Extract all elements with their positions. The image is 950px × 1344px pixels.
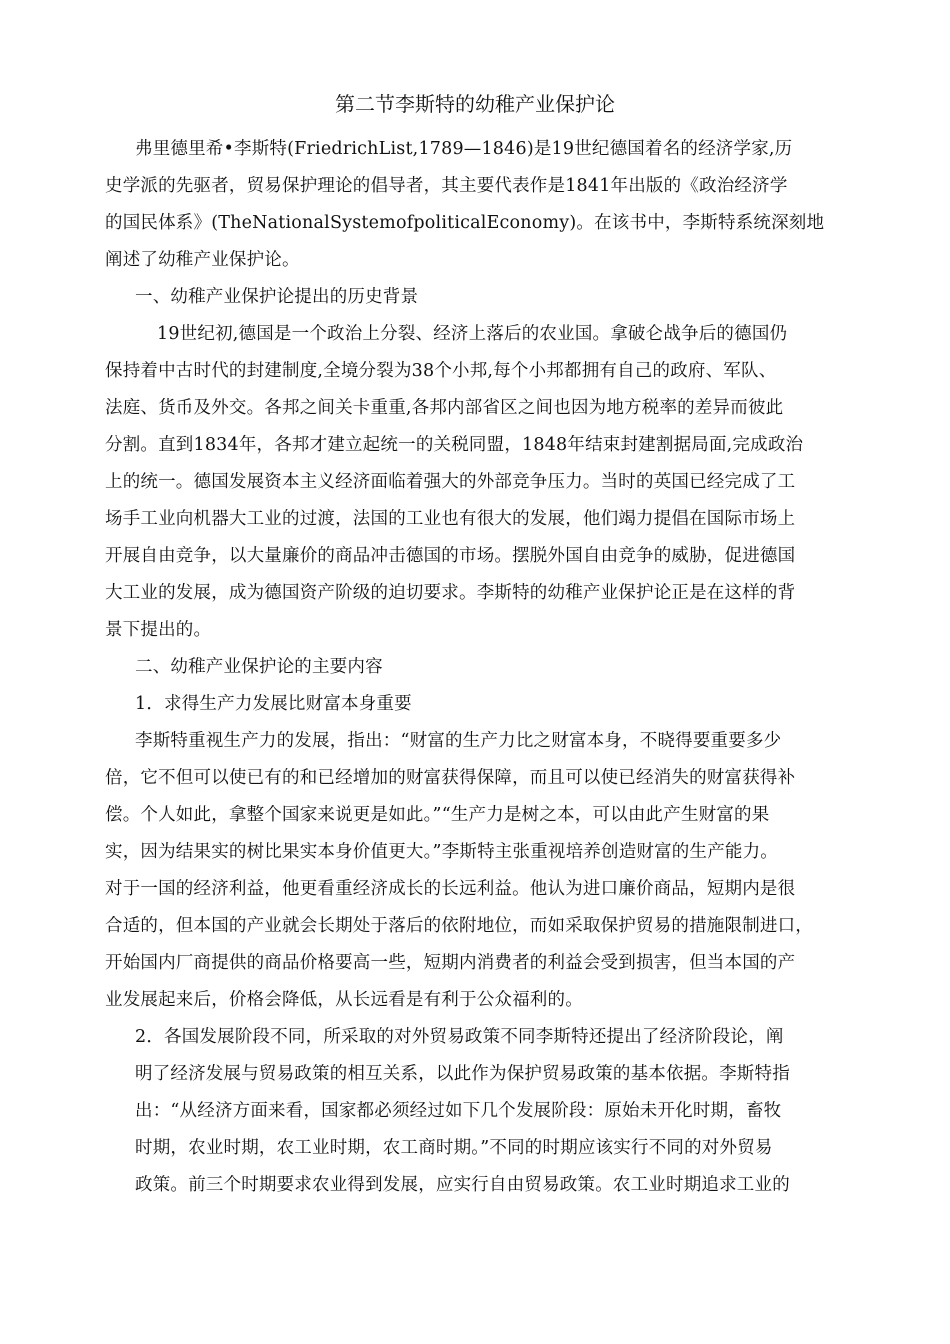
text-line: 李斯特重视生产力的发展，指出：“财富的生产力比之财富本身，不晓得要重要多少: [135, 731, 782, 751]
text-line: 开展自由竞争，以大量廉价的商品冲击德国的市场。摆脱外国自由竞争的威胁，促进德国: [105, 546, 796, 566]
subsection-heading: 1．求得生产力发展比财富本身重要: [135, 694, 412, 714]
subsection-heading: 2．各国发展阶段不同，所采取的对外贸易政策不同李斯特还提出了经济阶段论，阐: [135, 1027, 784, 1047]
text-line: 弗里德里希•李斯特(FriedrichList,1789—1846)是19世纪德国着名的经济学家,历: [135, 139, 793, 159]
text-line: 倍，它不但可以使已有的和已经增加的财富获得保障，而且可以使已经消失的财富获得补: [105, 768, 796, 788]
section-heading: 二、幼稚产业保护论的主要内容: [135, 657, 383, 677]
text-line: 上的统一。德国发展资本主义经济面临着强大的外部竞争压力。当时的英国已经完成了工: [105, 472, 796, 492]
text-line: 合适的，但本国的产业就会长期处于落后的依附地位，而如采取保护贸易的措施限制进口，: [105, 916, 813, 936]
text-line: 的国民体系》(TheNationalSystemofpoliticalEconomy)。在该书中，李斯特系统深刻地: [105, 213, 825, 233]
text-line: 出：“从经济方面来看，国家都必须经过如下几个发展阶段：原始未开化时期，畜牧: [135, 1101, 782, 1121]
text-line: 景下提出的。: [105, 620, 212, 640]
text-line: 19世纪初,德国是一个政治上分裂、经济上落后的农业国。拿破仑战争后的德国仍: [157, 324, 788, 344]
text-line: 分割。直到1834年，各邦才建立起统一的关税同盟，1848年结束封建割据局面,完成政治: [105, 435, 804, 455]
text-line: 实，因为结果实的树比果实本身价值更大。”李斯特主张重视培养创造财富的生产能力。: [105, 842, 778, 862]
text-line: 开始国内厂商提供的商品价格要高一些，短期内消费者的利益会受到损害，但当本国的产: [105, 953, 796, 973]
text-line: 场手工业向机器大工业的过渡，法国的工业也有很大的发展，他们竭力提倡在国际市场上: [105, 509, 796, 529]
text-line: 政策。前三个时期要求农业得到发展，应实行自由贸易政策。农工业时期追求工业的: [135, 1175, 790, 1195]
text-line: 法庭、货币及外交。各邦之间关卡重重,各邦内部省区之间也因为地方税率的差异而彼此: [105, 398, 784, 418]
text-line: 阐述了幼稚产业保护论。: [105, 250, 300, 270]
text-line: 明了经济发展与贸易政策的相互关系，以此作为保护贸易政策的基本依据。李斯特指: [135, 1064, 790, 1084]
text-line: 偿。个人如此，拿整个国家来说更是如此。”“生产力是树之本，可以由此产生财富的果: [105, 805, 770, 825]
text-line: 史学派的先驱者，贸易保护理论的倡导者，其主要代表作是1841年出版的《政治经济学: [105, 176, 788, 196]
page-title: 第二节李斯特的幼稚产业保护论: [335, 92, 615, 116]
text-line: 业发展起来后，价格会降低，从长远看是有利于公众福利的。: [105, 990, 583, 1010]
text-line: 保持着中古时代的封建制度,全境分裂为38个小邦,每个小邦都拥有自己的政府、军队、: [105, 361, 777, 381]
section-heading: 一、幼稚产业保护论提出的历史背景: [135, 287, 419, 307]
text-line: 对于一国的经济利益，他更看重经济成长的长远利益。他认为进口廉价商品，短期内是很: [105, 879, 796, 899]
text-line: 大工业的发展，成为德国资产阶级的迫切要求。李斯特的幼稚产业保护论正是在这样的背: [105, 583, 796, 603]
text-line: 时期，农业时期，农工业时期，农工商时期。”不同的时期应该实行不同的对外贸易: [135, 1138, 773, 1158]
